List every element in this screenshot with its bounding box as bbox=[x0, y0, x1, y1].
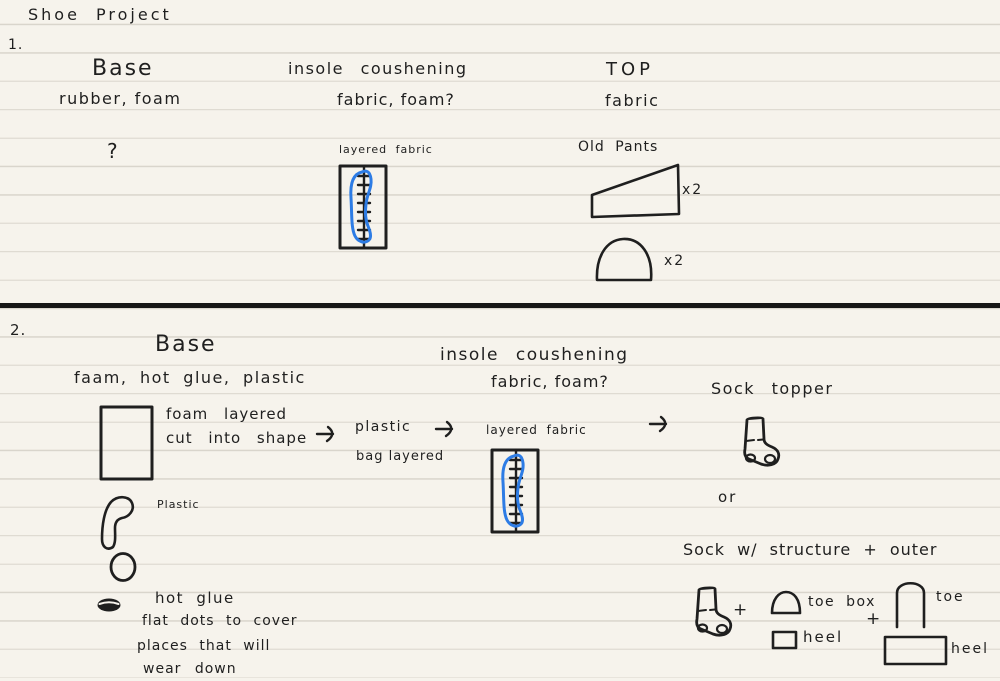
section1-number: 1. bbox=[8, 37, 24, 53]
s1-insole-sketch-label: layered fabric bbox=[339, 143, 433, 156]
toe-dome-icon bbox=[593, 235, 657, 283]
toe-label: toe bbox=[936, 589, 965, 605]
hot-glue-dot-icon bbox=[96, 596, 124, 614]
s1-base-question: ? bbox=[107, 139, 119, 163]
note-title: Shoe Project bbox=[28, 5, 172, 24]
arrow-right-icon bbox=[315, 424, 341, 444]
s1-insole-heading: insole coushening bbox=[288, 59, 468, 78]
s1-top-materials: fabric bbox=[605, 91, 660, 110]
s1-base-materials: rubber, foam bbox=[59, 89, 182, 108]
s2-insole-heading: insole coushening bbox=[440, 345, 629, 365]
s2-base-materials: faam, hot glue, plastic bbox=[74, 368, 306, 387]
plus-sign: + bbox=[866, 609, 882, 629]
s2-insole-materials: fabric, foam? bbox=[491, 372, 609, 391]
insole-template-icon bbox=[338, 164, 388, 250]
sock-icon bbox=[686, 586, 734, 638]
arrow-right-icon bbox=[434, 419, 460, 439]
heel-label-2: heel bbox=[951, 641, 989, 657]
section-divider bbox=[0, 303, 1000, 308]
glue-note-line3: places that will bbox=[137, 638, 271, 654]
heel-rect-icon bbox=[882, 634, 950, 668]
s2-base-heading: Base bbox=[155, 332, 217, 357]
s2-insole-sketch-label: layered fabric bbox=[486, 423, 587, 437]
quantity-x2-upper: x2 bbox=[682, 182, 704, 198]
arrow-right-icon bbox=[648, 414, 674, 434]
glue-note-line1: hot glue bbox=[155, 589, 235, 607]
pant-panel-icon bbox=[588, 161, 683, 220]
heel-square-icon bbox=[770, 629, 800, 651]
toe-box-label: toe box bbox=[808, 594, 876, 610]
s2-foam-note-line2: cut into shape bbox=[166, 429, 308, 447]
s1-insole-materials: fabric, foam? bbox=[337, 90, 455, 109]
insole-template-icon bbox=[490, 448, 540, 534]
s1-base-heading: Base bbox=[92, 56, 154, 81]
plastic-oval-icon bbox=[108, 550, 138, 584]
quantity-x2-lower: x2 bbox=[664, 253, 686, 269]
heel-label: heel bbox=[803, 628, 844, 646]
s2-plastic-note-line2: bag layered bbox=[356, 449, 445, 464]
plastic-scrap-icon bbox=[98, 493, 142, 553]
glue-note-line2: flat dots to cover bbox=[142, 613, 298, 629]
s1-old-pants-label: Old Pants bbox=[578, 139, 659, 155]
glue-note-line4: wear down bbox=[143, 661, 237, 677]
s2-or-label: or bbox=[718, 488, 738, 506]
foam-block-icon bbox=[98, 404, 156, 482]
toe-box-icon bbox=[768, 588, 804, 616]
s2-sock-structure-label: Sock w/ structure + outer bbox=[683, 540, 938, 559]
sock-icon bbox=[734, 416, 782, 468]
s1-top-heading: TOP bbox=[606, 59, 655, 80]
toe-arch-icon bbox=[892, 575, 930, 629]
plus-sign: + bbox=[733, 600, 749, 620]
s2-sock-topper-label: Sock topper bbox=[711, 379, 834, 398]
s2-foam-note-line1: foam layered bbox=[166, 405, 288, 423]
s2-plastic-note-line1: plastic bbox=[355, 419, 412, 435]
section2-number: 2. bbox=[10, 321, 27, 339]
plastic-label: Plastic bbox=[157, 498, 200, 511]
